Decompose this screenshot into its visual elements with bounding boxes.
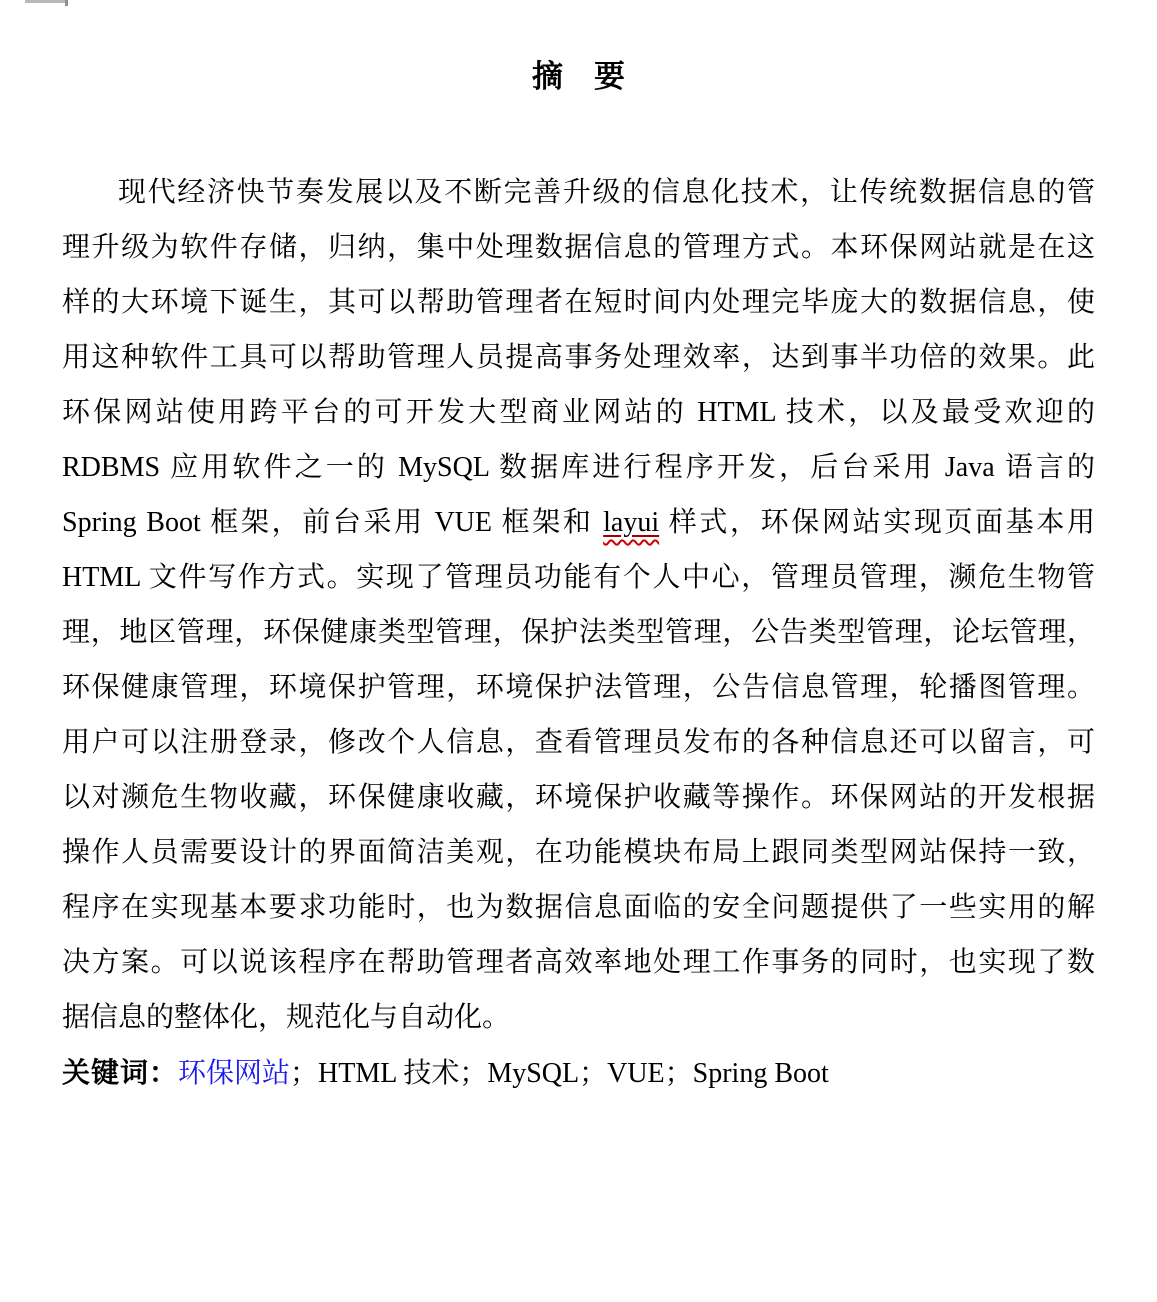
body-line: 现代经济快节奏发展以及不断完善升级的信息化技术，让传统数据信息的管 [118, 177, 1095, 208]
body-line: 理，地区管理，环保健康类型管理，保护法类型管理，公告类型管理，论坛管理， [62, 617, 1095, 648]
keywords-label: 关键词： [62, 1057, 179, 1088]
body-line: RDBMS 应用软件之一的 MySQL 数据库进行程序开发，后台采用 Java 语言的 [62, 452, 1095, 483]
body-line: 样的大环境下诞生，其可以帮助管理者在短时间内处理完毕庞大的数据信息，使 [62, 287, 1095, 318]
body-line: 环保健康管理，环境保护管理，环境保护法管理，公告信息管理，轮播图管理。 [62, 672, 1095, 703]
keywords-line [62, 1045, 1095, 1100]
body-line: 程序在实现基本要求功能时，也为数据信息面临的安全问题提供了一些实用的解 [62, 892, 1095, 923]
body-line: Spring Boot 框架，前台采用 VUE 框架和 layui 样式，环保网站实现页面基本用 [62, 507, 1095, 538]
underlined-word-layui: layui [603, 507, 660, 538]
abstract-body [62, 165, 1095, 1100]
body-line: HTML 文件写作方式。实现了管理员功能有个人中心，管理员管理，濒危生物管 [62, 562, 1095, 593]
keywords-rest: ；HTML 技术；MySQL；VUE；Spring Boot [290, 1058, 829, 1089]
body-line: 用这种软件工具可以帮助管理人员提高事务处理效率，达到事半功倍的效果。此 [62, 342, 1095, 373]
body-line: 理升级为软件存储，归纳，集中处理数据信息的管理方式。本环保网站就是在这 [62, 232, 1095, 263]
page-title: 摘 要 [532, 59, 625, 94]
body-line: 决方案。可以说该程序在帮助管理者高效率地处理工作事务的同时，也实现了数 [62, 947, 1095, 978]
body-line: 用户可以注册登录，修改个人信息，查看管理员发布的各种信息还可以留言，可 [62, 727, 1095, 758]
body-line: 操作人员需要设计的界面简洁美观，在功能模块布局上跟同类型网站保持一致， [62, 837, 1095, 868]
top-left-artifact-line [25, 0, 67, 3]
spellcheck-wavy-underline [603, 507, 659, 538]
body-line: 据信息的整体化，规范化与自动化。 [62, 1002, 511, 1033]
keyword-link-environment-site[interactable]: 环保网站 [178, 1058, 291, 1089]
body-line: 以对濒危生物收藏，环保健康收藏，环境保护收藏等操作。环保网站的开发根据 [62, 782, 1095, 813]
body-line: 环保网站使用跨平台的可开发大型商业网站的 HTML 技术，以及最受欢迎的 [62, 397, 1095, 428]
artifact-nub [65, 0, 68, 6]
